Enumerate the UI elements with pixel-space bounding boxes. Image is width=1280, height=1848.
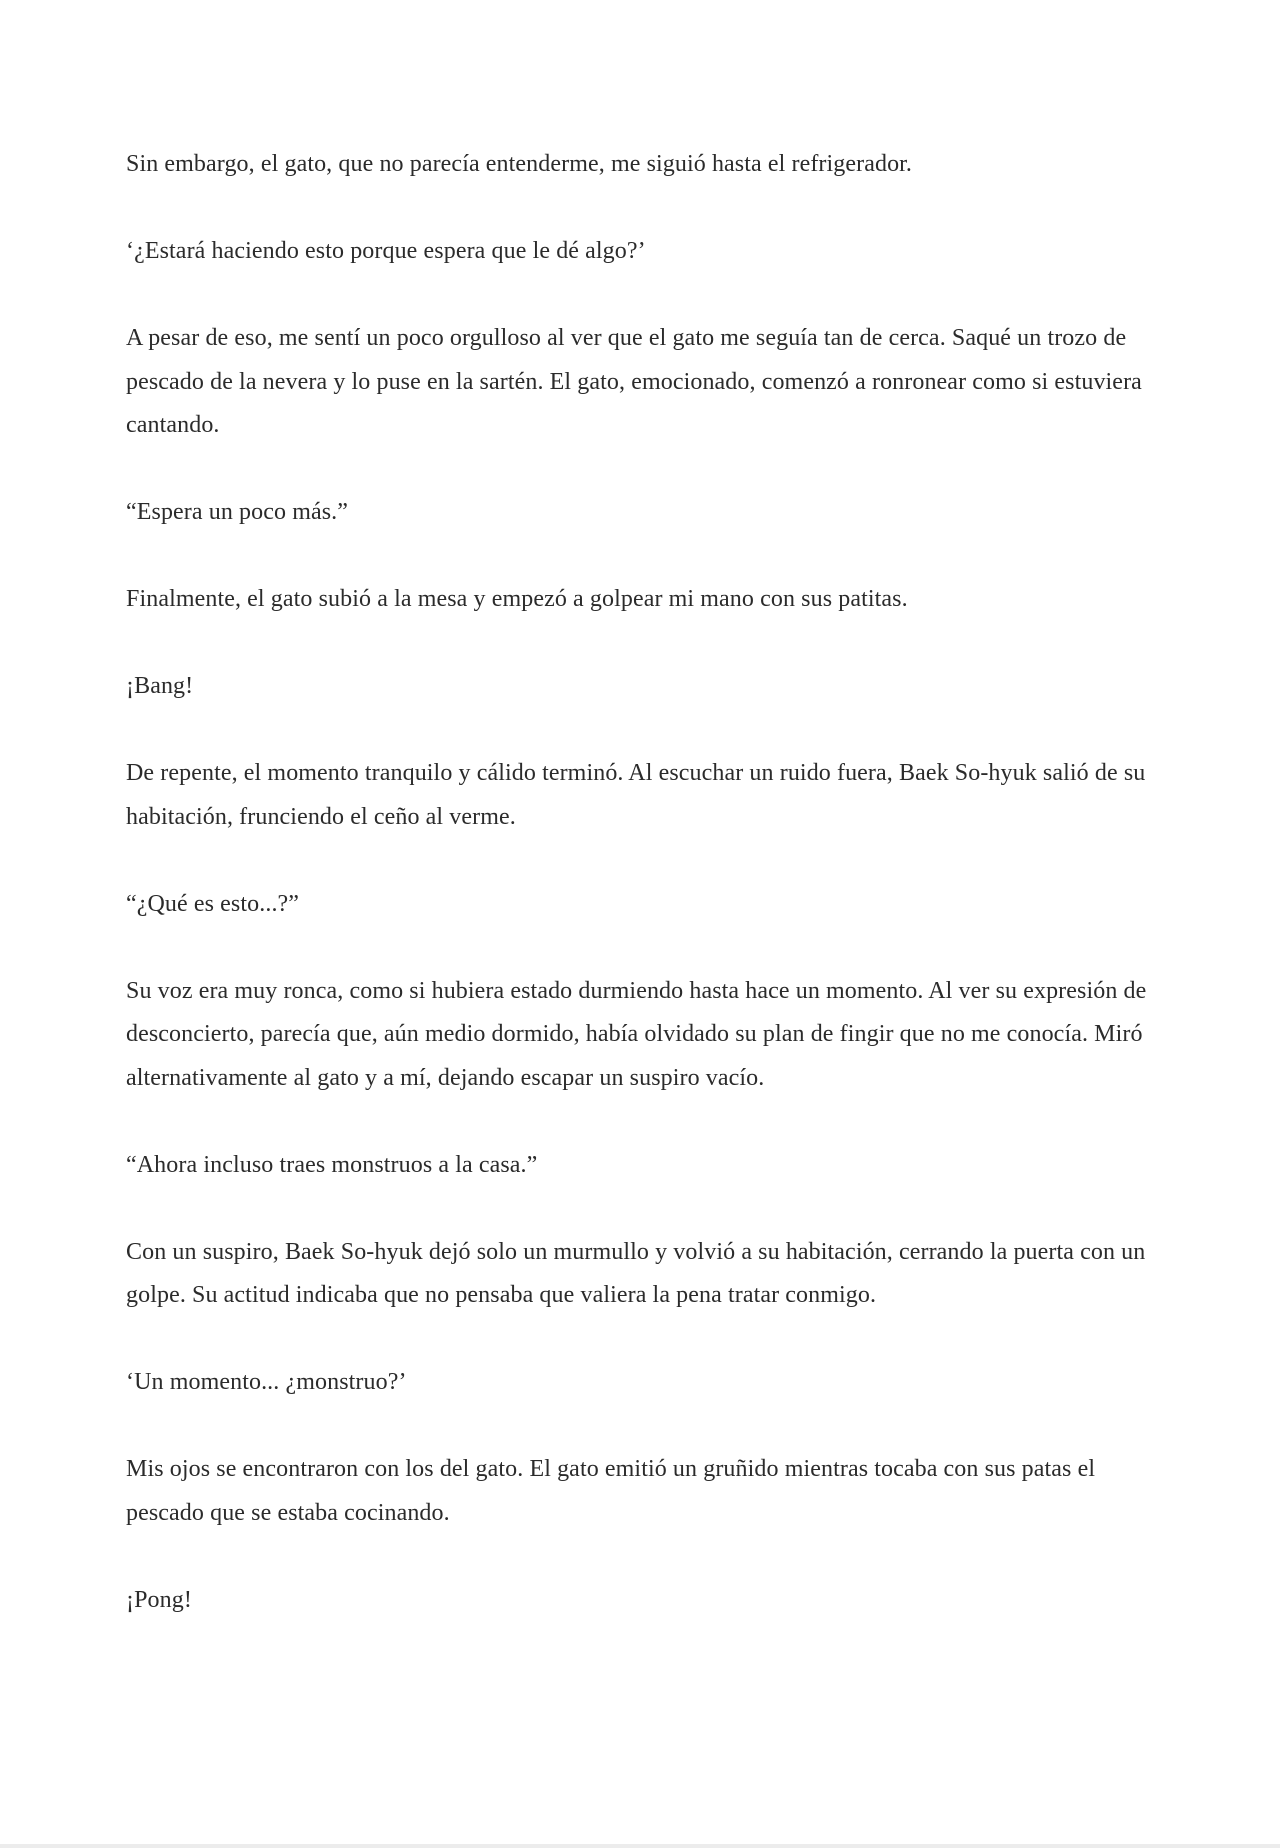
paragraph: Su voz era muy ronca, como si hubiera estado durmiendo hasta hace un momento. Al ver su expresión de desconcierto, parecía que, aún medio dormido, había olvidado su plan de fingir que no me conocía. Miró alternativamente al gato y a mí, dejando escapar un suspiro vacío.	[126, 977, 1147, 1091]
bottom-divider	[0, 1844, 1280, 1848]
chapter-text	[126, 143, 1156, 1666]
paragraph: Sin embargo, el gato, que no parecía entenderme, me siguió hasta el refrigerador.	[126, 151, 913, 177]
paragraph: ¡Pong!	[126, 1586, 192, 1613]
paragraph: De repente, el momento tranquilo y cálido terminó. Al escuchar un ruido fuera, Baek So-hyuk salió de su habitación, frunciendo el ceño al verme.	[126, 760, 1146, 830]
paragraph: “Espera un poco más.”	[126, 499, 349, 525]
paragraph: “¿Qué es esto...?”	[126, 890, 300, 917]
paragraph: ‘Un momento... ¿monstruo?’	[126, 1369, 407, 1395]
paragraph: “Ahora incluso traes monstruos a la casa.”	[126, 1151, 538, 1178]
paragraph: ‘¿Estará haciendo esto porque espera que le dé algo?’	[126, 238, 646, 264]
paragraph: Finalmente, el gato subió a la mesa y empezó a golpear mi mano con sus patitas.	[126, 586, 908, 612]
paragraph: A pesar de eso, me sentí un poco orgulloso al ver que el gato me seguía tan de cerca. Saqué un trozo de pescado de la nevera y lo puse en la sartén. El gato, emocionado, comenzó a ronronear como si estuviera cantando.	[126, 325, 1142, 438]
paragraph: ¡Bang!	[126, 673, 194, 699]
paragraph: Con un suspiro, Baek So-hyuk dejó solo un murmullo y volvió a su habitación, cerrando la puerta con un golpe. Su actitud indicaba que no pensaba que valiera la pena tratar conmigo.	[126, 1238, 1146, 1308]
paragraph: Mis ojos se encontraron con los del gato. El gato emitió un gruñido mientras tocaba con sus patas el pescado que se estaba cocinando.	[126, 1456, 1096, 1526]
